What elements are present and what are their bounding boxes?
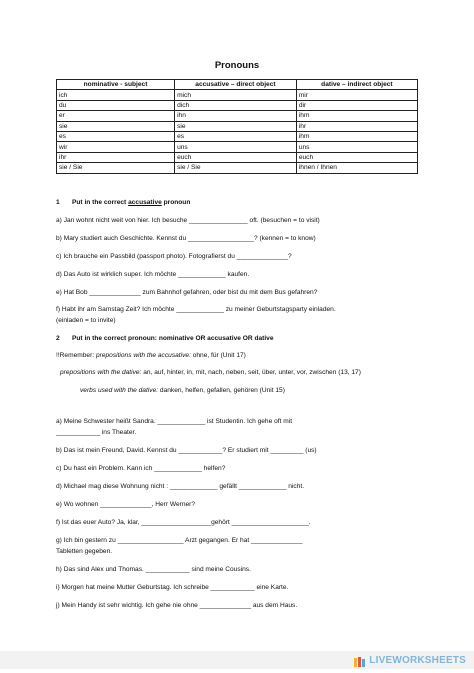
section1-title-post: pronoun xyxy=(161,199,191,206)
section1-heading xyxy=(56,198,190,207)
exercise-line-2a-cont: ____________ ins Theater. xyxy=(56,429,137,436)
table-cell: uns xyxy=(175,142,297,152)
exercise-line-2c: c) Du hast ein Problem. Kann ich _____________ helfen? xyxy=(56,465,226,472)
table-row xyxy=(57,100,418,110)
table-cell: dir xyxy=(296,100,417,110)
table-cell: wir xyxy=(57,142,175,152)
exercise-line-1f-note: (einladen = to invite) xyxy=(56,317,116,324)
exercise-line-1c: c) Ich brauche ein Passbild (passport photo). Fotografierst du ______________? xyxy=(56,253,292,260)
section1-number: 1 xyxy=(56,199,60,206)
table-cell: es xyxy=(57,131,175,141)
dative-verbs-list: danken, helfen, gefallen, gehören (Unit 15) xyxy=(158,387,285,394)
table-cell: dich xyxy=(175,100,297,110)
table-cell: sie / Sie xyxy=(57,163,175,173)
exercise-line-2i: i) Morgen hat meine Mutter Geburtstag. Ich schreibe ____________ eine Karte. xyxy=(56,584,289,591)
table-header-cell: dative – indirect object xyxy=(296,80,417,90)
exercise-line-2j: j) Mein Handy ist sehr wichtig. Ich gehe nie ohne ______________ aus dem Haus. xyxy=(56,602,298,609)
liveworksheets-logo[interactable] xyxy=(354,654,466,667)
table-row xyxy=(57,90,418,100)
footer-bar xyxy=(0,651,474,669)
liveworksheets-mark-icon xyxy=(354,655,366,666)
table-row xyxy=(57,163,418,173)
section2-title: Put in the correct pronoun: nominative OR accusative OR dative xyxy=(72,335,274,342)
exercise-line-1b: b) Mary studiert auch Geschichte. Kennst du __________________? (kennen = to know) xyxy=(56,235,316,242)
exercise-line-2g: g) Ich bin gestern zu __________________ Arzt gegangen. Er hat ______________ xyxy=(56,537,303,544)
section2-number: 2 xyxy=(56,335,60,342)
exercise-line-1d: d) Das Auto ist wirklich super. Ich möchte _____________ kaufen. xyxy=(56,271,250,278)
table-row xyxy=(57,121,418,131)
table-cell: ihm xyxy=(296,131,417,141)
dative-verbs-line xyxy=(80,386,285,395)
table-cell: uns xyxy=(296,142,417,152)
table-cell: ihn xyxy=(175,111,297,121)
table-cell: es xyxy=(175,131,297,141)
exercise-line-2a: a) Meine Schwester heißt Sandra. _____________ ist Studentin. Ich gehe oft mit xyxy=(56,418,293,425)
exercise-line-2b: b) Das ist mein Freund, David. Kennst du ____________? Er studiert mit _________ (us) xyxy=(56,447,317,454)
table-cell: sie xyxy=(175,121,297,131)
exercise-line-2g-cont: Tabletten gegeben. xyxy=(56,548,113,555)
table-cell: ihr xyxy=(296,121,417,131)
exercise-line-2d: d) Michael mag diese Wohnung nicht : _____________ gefällt _____________ nicht. xyxy=(56,483,305,490)
section2-heading xyxy=(56,334,274,343)
table-cell: ihnen / Ihnen xyxy=(296,163,417,173)
table-cell: ihr xyxy=(57,152,175,162)
table-cell: ihm xyxy=(296,111,417,121)
accusative-prepositions-list: ohne, für (Unit 17) xyxy=(190,352,246,359)
remember-label: !!Remember: xyxy=(56,352,96,359)
liveworksheets-wordmark: LIVEWORKSHEETS xyxy=(369,655,466,666)
table-row xyxy=(57,142,418,152)
exercise-line-1a: a) Jan wohnt nicht weit von hier. Ich besuche ________________ oft. (besuchen = to visit) xyxy=(56,217,320,224)
exercise-line-2e: e) Wo wohnen ______________, Herr Werner? xyxy=(56,501,196,508)
table-cell: mich xyxy=(175,90,297,100)
exercise-line-2f: f) Ist das euer Auto? Ja, klar, ___________________gehört _____________________. xyxy=(56,519,311,526)
accusative-prepositions-label: prepositions with the accusative: xyxy=(95,352,191,359)
table-row xyxy=(57,111,418,121)
table-cell: euch xyxy=(296,152,417,162)
exercise-line-2h: h) Das sind Alex und Thomas. ____________ sind meine Cousins. xyxy=(56,566,251,573)
table-cell: er xyxy=(57,111,175,121)
page-title: Pronouns xyxy=(214,60,260,71)
table-cell: ich xyxy=(57,90,175,100)
remember-line xyxy=(56,351,246,360)
table-cell: euch xyxy=(175,152,297,162)
dative-verbs-label: verbs used with the dative: xyxy=(80,387,159,394)
dative-prepositions-line xyxy=(60,368,361,377)
table-row xyxy=(57,131,418,141)
table-cell: mir xyxy=(296,90,417,100)
table-cell: du xyxy=(57,100,175,110)
table-header-row xyxy=(57,80,418,90)
table-header-cell: nominative - subject xyxy=(57,80,175,90)
section1-title-pre: Put in the correct xyxy=(72,199,129,206)
section1-title-underlined: accusative xyxy=(128,199,162,206)
table-cell: sie / Sie xyxy=(175,163,297,173)
exercise-line-1f: f) Habt ihr am Samstag Zeit? Ich möchte _____________ zu meiner Geburtstagsparty einladen. xyxy=(56,306,336,313)
pronoun-table xyxy=(56,79,418,174)
dative-prepositions-list: an, auf, hinter, in, mit, nach, neben, seit, über, unter, vor, zwischen (13, 17) xyxy=(141,369,361,376)
dative-prepositions-label: prepositions with the dative: xyxy=(60,369,142,376)
exercise-line-1e: e) Hat Bob ______________ zum Bahnhof gefahren, oder bist du mit dem Bus gefahren? xyxy=(56,289,318,296)
table-header-cell: accusative – direct object xyxy=(175,80,297,90)
table-cell: sie xyxy=(57,121,175,131)
table-row xyxy=(57,152,418,162)
